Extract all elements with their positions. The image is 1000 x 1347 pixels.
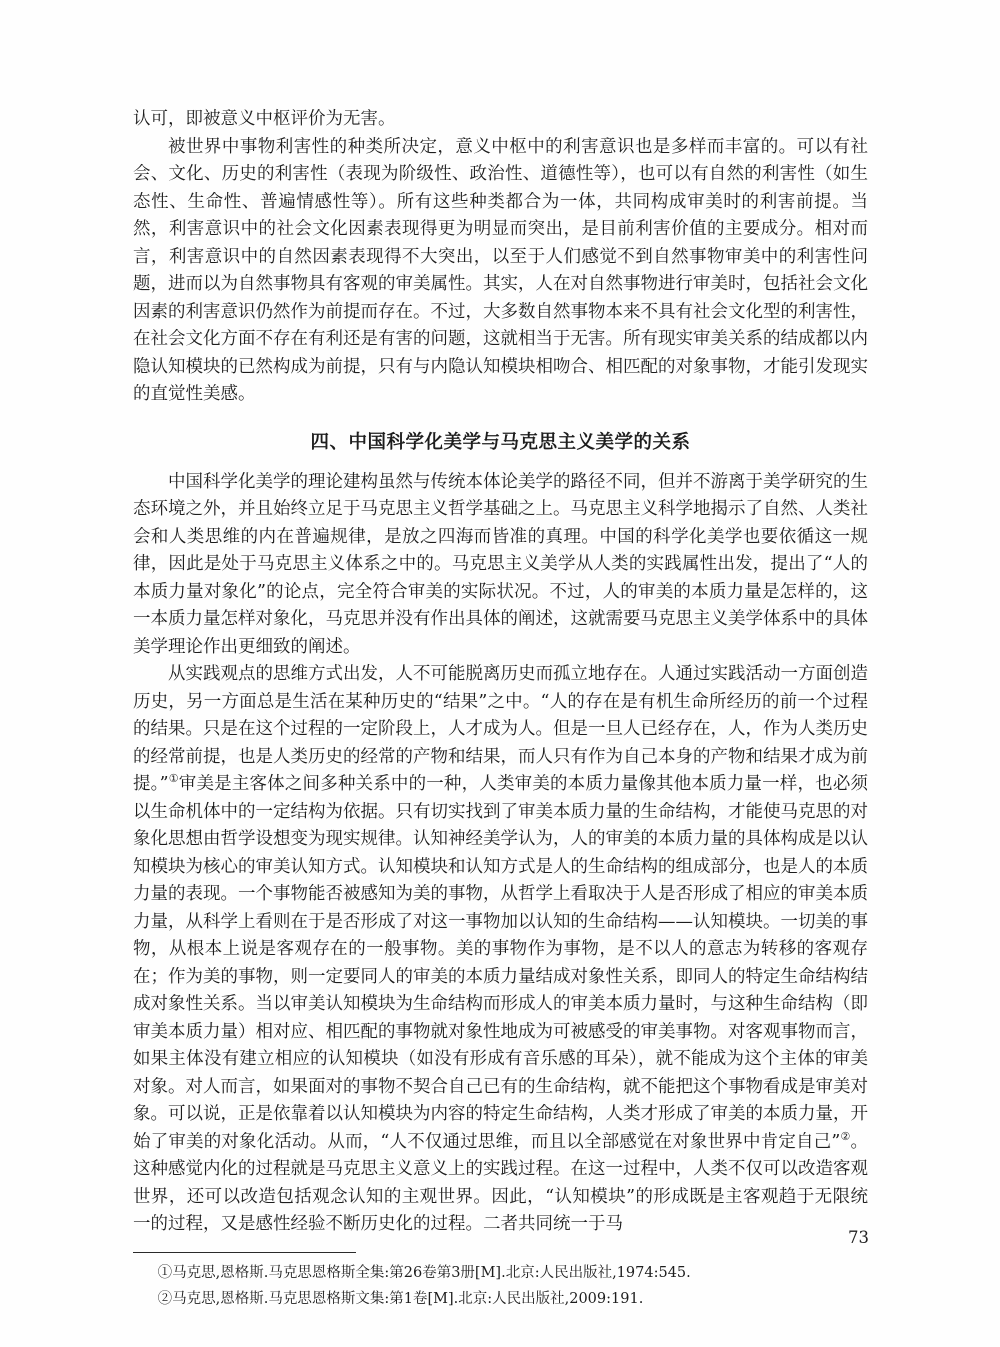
footnote-item: ②马克思,恩格斯.马克思恩格斯文集:第1卷[M].北京:人民出版社,2009:191. xyxy=(157,1290,644,1307)
paragraph-intro: 被世界中事物利害性的种类所决定，意义中枢中的利害意识也是多样而丰富的。可以有社会、文化、历史的利害性（表现为阶级性、政治性、道德性等），也可以有自然的利害性（如生态性、生命性、普遍情感性等）。所有这些种类都合为一体，共同构成审美时的利害前提。当然，利害意识中的社会文化因素表现得更为明显而突出，是目前利害价值的主要成分。相对而言，利害意识中的自然因素表现得不大突出，以至于人们感觉不到自然事物审美中的利害性问题，进而以为自然事物具有客观的审美属性。其实，人在对自然事物进行审美时，包括社会文化因素的利害意识仍然作为前提而存在。不过，大多数自然事物本来不具有社会文化型的利害性，在社会文化方面不存在有利还是有害的问题，这就相当于无害。所有现实审美关系的结成都以内隐认知模块的已然构成为前提，只有与内隐认知模块相吻合、相匹配的对象事物，才能引发现实的直觉性美感。 xyxy=(133,136,868,404)
paragraph-continuation: 认可，即被意义中枢评价为无害。 xyxy=(133,109,396,129)
footnotes-section xyxy=(133,1260,868,1312)
body-paragraph: 中国科学化美学的理论建构虽然与传统本体论美学的路径不同，但并不游离于美学研究的生态环境之外，并且始终立足于马克思主义哲学基础之上。马克思主义科学地揭示了自然、人类社会和人类思维的内在普遍规律，是放之四海而皆准的真理。中国的科学化美学也要依循这一规律，因此是处于马克思主义体系之中的。马克思主义美学从人类的实践属性出发，提出了“人的本质力量对象化”的论点，完全符合审美的实际状况。不过，人的审美的本质力量是怎样的，这一本质力量怎样对象化，马克思并没有作出具体的阐述，这就需要马克思主义美学体系中的具体美学理论作出更细致的阐述。 xyxy=(133,471,868,657)
page-body xyxy=(133,106,868,1312)
footnote-item: ①马克思,恩格斯.马克思恩格斯全集:第26卷第3册[M].北京:人民出版社,1974:545. xyxy=(157,1264,691,1281)
footnote-ref-mark: ① xyxy=(168,772,179,786)
body-paragraphs xyxy=(133,469,868,1239)
body-paragraph: 从实践观点的思维方式出发，人不可能脱离历史而孤立地存在。人通过实践活动一方面创造历史，另一方面总是生活在某种历史的“结果”之中。“人的存在是有机生命所经历的前一个过程的结果。只是在这个过程的一定阶段上，人才成为人。但是一旦人已经存在，人，作为人类历史的经常前提，也是人类历史的经常的产物和结果，而人只有作为自己本身的产物和结果才成为前提。”①审美是主客体之间多种关系中的一种，人类审美的本质力量像其他本质力量一样，也必须以生命机体中的一定结构为依据。只有切实找到了审美本质力量的生命结构，才能使马克思的对象化思想由哲学设想变为现实规律。认知神经美学认为，人的审美的本质力量的具体构成是以认知模块为核心的审美认知方式。认知模块和认知方式是人的生命结构的组成部分，也是人的本质力量的表现。一个事物能否被感知为美的事物，从哲学上看取决于人是否形成了相应的审美本质力量，从科学上看则在于是否形成了对这一事物加以认知的生命结构——认知模块。一切美的事物，从根本上说是客观存在的一般事物。美的事物作为事物，是不以人的意志为转移的客观存在；作为美的事物，则一定要同人的审美的本质力量结成对象性关系，即同人的特定生命结构结成对象性关系。当以审美认知模块为生命结构而形成人的审美本质力量时，与这种生命结构（即审美本质力量）相对应、相匹配的事物就对象性地成为可被感受的审美事物。对客观事物而言，如果主体没有建立相应的认知模块（如没有形成有音乐感的耳朵），就不能成为这个主体的审美对象。对人而言，如果面对的事物不契合自己已有的生命结构，就不能把这个事物看成是审美对象。可以说，正是依靠着以认知模块为内容的特定生命结构，人类才形成了审美的本质力量，开始了审美的对象化活动。从而，“人不仅通过思维，而且以全部感觉在对象世界中肯定自己”②。这种感觉内化的过程就是马克思主义意义上的实践过程。在这一过程中，人类不仅可以改造客观世界，还可以改造包括观念认知的主观世界。因此，“认知模块”的形成既是主客观趋于无限统一的过程，又是感性经验不断历史化的过程。二者共同统一于马 xyxy=(133,664,868,1234)
page-number: 73 xyxy=(848,1228,869,1247)
section-heading: 四、中国科学化美学与马克思主义美学的关系 xyxy=(310,431,691,453)
footnote-separator xyxy=(133,1252,356,1253)
footnote-ref-mark: ② xyxy=(840,1129,851,1143)
